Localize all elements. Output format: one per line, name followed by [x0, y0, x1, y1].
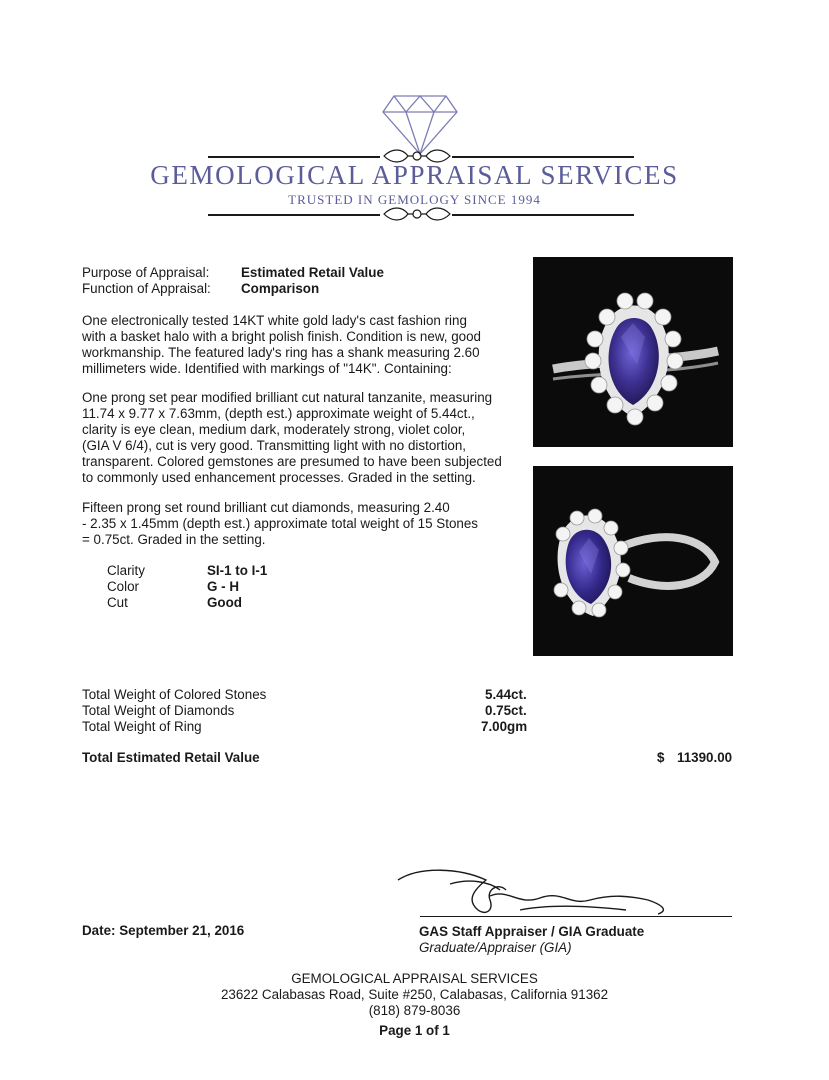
letterhead-top-rule-left [208, 156, 380, 158]
letterhead-top-rule-right [452, 156, 634, 158]
retail-value-label: Total Estimated Retail Value [82, 750, 260, 765]
retail-currency: $ [657, 750, 665, 765]
function-label: Function of Appraisal: [82, 281, 211, 296]
purpose-value: Estimated Retail Value [241, 265, 384, 280]
clarity-value: SI-1 to I-1 [207, 563, 268, 578]
company-title: GEMOLOGICAL APPRAISAL SERVICES [150, 160, 679, 190]
cut-value: Good [207, 595, 242, 610]
function-value: Comparison [241, 281, 320, 296]
total-ring-weight-label: Total Weight of Ring [82, 719, 202, 734]
purpose-label: Purpose of Appraisal: [82, 265, 210, 280]
letterhead-bottom-rule-right [452, 214, 634, 216]
total-colored-stones-value: 5.44ct. [485, 687, 527, 702]
company-tagline: TRUSTED IN GEMOLOGY SINCE 1994 [288, 192, 541, 207]
footer-address: 23622 Calabasas Road, Suite #250, Calabasas, California 91362 [220, 987, 609, 1002]
total-colored-stones-label: Total Weight of Colored Stones [82, 687, 267, 702]
signature-line [420, 916, 732, 917]
footer-company: GEMOLOGICAL APPRAISAL SERVICES [291, 971, 538, 986]
signatory-credential: Graduate/Appraiser (GIA) [419, 940, 572, 955]
appraisal-date: Date: September 21, 2016 [82, 923, 245, 938]
page-number: Page 1 of 1 [379, 1023, 450, 1038]
footer-phone: (818) 879-8036 [368, 1003, 461, 1018]
bottom-ornament-icon [382, 204, 452, 224]
total-ring-weight-value: 7.00gm [481, 719, 528, 734]
total-diamonds-value: 0.75ct. [485, 703, 527, 718]
cut-label: Cut [107, 595, 128, 610]
center-stone-description: One prong set pear modified brilliant cut natural tanzanite, measuring 11.74 x 9.77 x 7.63mm, (depth est.) approximate weight of 5.44ct., clarity is eye clean, medium dark, moderately strong, violet color, (GIA V 6/4), cut is very good. Transmitting light with no distortion, transparent. Colored gemstones are presumed to have been subjected to commonly used enhancement processes. Graded in the setting. [82, 390, 502, 485]
ring-description: One electronically tested 14KT white gold lady's cast fashion ring with a basket halo with a bright polish finish. Condition is new, good workmanship. The featured lady's ring has a shank measuring 2.60 millimeters wide. Identified with markings of "14K". Containing: [82, 313, 481, 376]
appraiser-signature [390, 860, 690, 922]
retail-amount: 11390.00 [677, 750, 733, 765]
ring-side-view-photo [533, 466, 733, 656]
ring-top-view-photo [533, 257, 733, 447]
total-diamonds-label: Total Weight of Diamonds [82, 703, 235, 718]
color-label: Color [107, 579, 139, 594]
diamonds-description: Fifteen prong set round brilliant cut diamonds, measuring 2.40 - 2.35 x 1.45mm (depth est.) approximate total weight of 15 Stones = 0.75ct. Graded in the setting. [82, 500, 478, 547]
color-value: G - H [207, 579, 239, 594]
clarity-label: Clarity [107, 563, 145, 578]
letterhead-bottom-rule-left [208, 214, 380, 216]
signatory-title: GAS Staff Appraiser / GIA Graduate [419, 924, 645, 939]
